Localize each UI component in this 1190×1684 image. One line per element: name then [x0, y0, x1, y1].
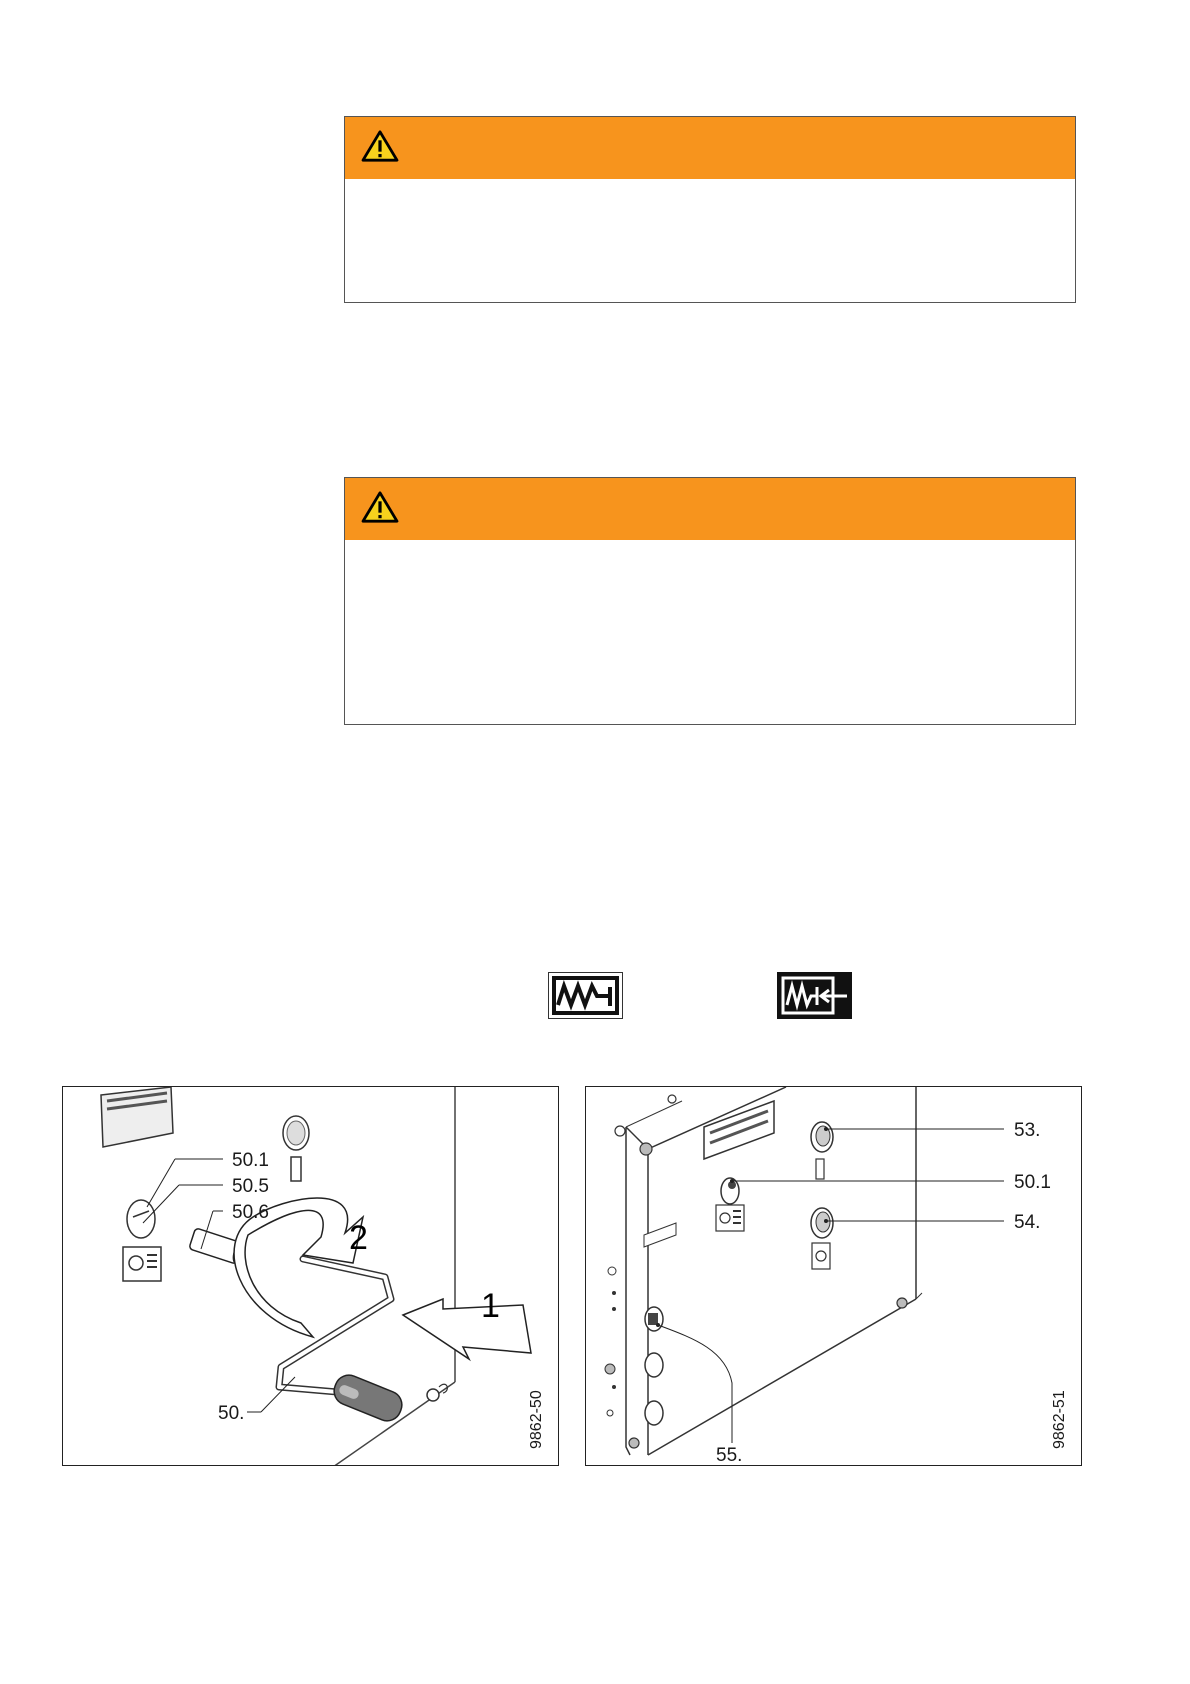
- callout-55: 55.: [716, 1445, 743, 1466]
- spring-charged-symbol-icon: [548, 972, 623, 1019]
- callout-50-1: 50.1: [1014, 1172, 1051, 1193]
- callout-50-5: 50.5: [232, 1176, 269, 1197]
- callout-54: 54.: [1014, 1212, 1041, 1233]
- figure-id: 9862-50: [528, 1390, 545, 1449]
- warning-triangle-icon: [361, 490, 399, 529]
- callout-50-6: 50.6: [232, 1202, 269, 1223]
- warning-header: [345, 478, 1075, 540]
- step-2-label: 2: [349, 1219, 368, 1257]
- step-1-label: 1: [481, 1287, 500, 1325]
- figure-operator-panel: [585, 1086, 1082, 1466]
- spring-discharged-symbol-icon: [777, 972, 852, 1019]
- warning-header: [345, 117, 1075, 179]
- callout-53: 53.: [1014, 1120, 1041, 1141]
- callout-50: 50.: [218, 1403, 245, 1424]
- warning-box-1: [344, 116, 1076, 303]
- figure-hand-crank: [62, 1086, 559, 1466]
- figure-id: 9862-51: [1051, 1390, 1068, 1449]
- warning-box-2: [344, 477, 1076, 725]
- callout-50-1: 50.1: [232, 1150, 269, 1171]
- warning-triangle-icon: [361, 129, 399, 168]
